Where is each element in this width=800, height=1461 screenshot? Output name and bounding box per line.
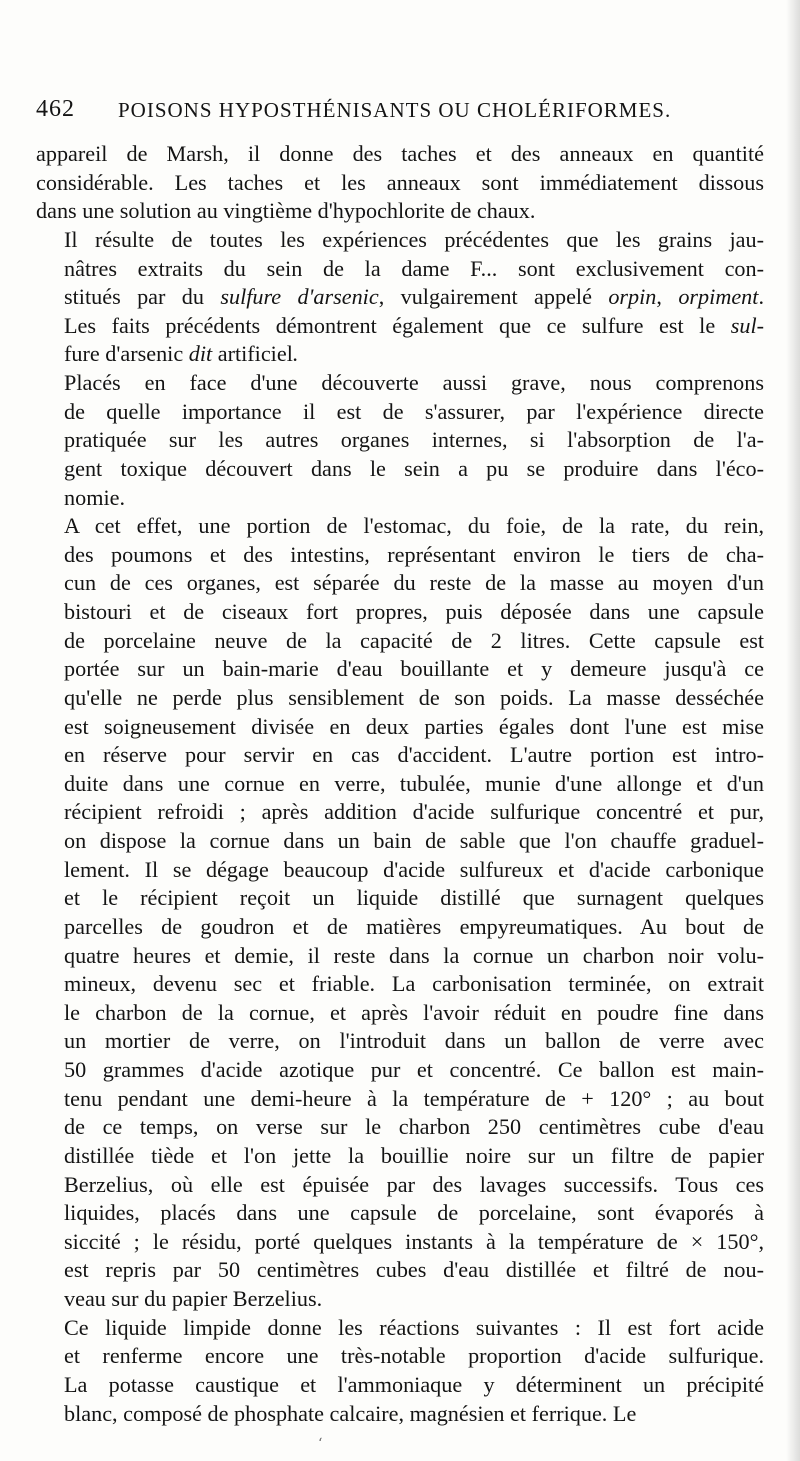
text-segment: qu'elle ne perde plus sensiblement de son poids. La masse desséchée	[64, 684, 764, 710]
text-line	[36, 398, 764, 427]
text-segment: est soigneusement divisée en deux parties égales dont l'une est mise	[64, 713, 764, 739]
text-line	[36, 1056, 764, 1085]
text-segment: en réserve pour servir en cas d'accident. L'autre portion est intro-	[64, 742, 764, 768]
text-segment: , vulgairement appelé	[378, 284, 609, 310]
text-segment: dans une solution au vingtième d'hypochlorite de chaux.	[36, 198, 536, 224]
text-segment: et renferme encore une très-notable proportion d'acide sulfurique.	[64, 1343, 764, 1369]
text-segment: Placés en face d'une découverte aussi grave, nous comprenons	[64, 370, 764, 395]
italic-term: dit	[183, 341, 218, 367]
text-segment: pratiquée sur les autres organes internes, si l'absorption de l'a-	[64, 427, 764, 453]
paragraph	[36, 369, 764, 512]
text-segment: distillée tiède et l'on jette la bouillie noire sur un filtre de papier	[64, 1142, 764, 1168]
text-line	[36, 942, 764, 971]
text-segment: est repris par 50 centimètres cubes d'eau distillée et filtré de nou-	[64, 1257, 764, 1283]
text-segment: un mortier de verre, on l'introduit dans un ballon de verre avec	[64, 1028, 764, 1054]
text-segment: appareil de Marsh, il donne des taches et des anneaux en quantité	[36, 141, 764, 166]
text-segment: La potasse caustique et l'ammoniaque y déterminent un précipité	[64, 1371, 764, 1397]
text-line	[36, 1256, 764, 1285]
text-line	[36, 1371, 764, 1400]
text-segment: mineux, devenu sec et friable. La carbonisation terminée, on extrait	[64, 971, 764, 997]
paragraph	[36, 140, 764, 226]
italic-term: orpiment	[678, 284, 759, 310]
text-line	[36, 741, 764, 770]
text-line	[36, 140, 764, 169]
running-head	[36, 96, 764, 126]
text-line	[36, 1085, 764, 1114]
italic-term: sulfure d'arsenic	[220, 284, 379, 310]
page-number: 462	[36, 96, 75, 122]
text-line	[36, 569, 764, 598]
text-line	[36, 484, 764, 513]
text-line	[36, 1400, 764, 1429]
text-line	[36, 970, 764, 999]
text-segment: Il résulte de toutes les expériences précédentes que les grains jau-	[64, 226, 764, 252]
text-segment: tenu pendant une demi-heure à la température de + 120° ; au bout	[64, 1085, 764, 1111]
text-line	[36, 1285, 764, 1314]
text-segment: duite dans une cornue en verre, tubulée, munie d'une allonge et d'un	[64, 770, 764, 796]
text-segment: .	[758, 284, 764, 310]
text-segment: bistouri et de ciseaux fort propres, puis déposée dans une capsule	[64, 599, 764, 624]
text-line	[36, 197, 764, 226]
text-segment: 50 grammes d'acide azotique pur et concentré. Ce ballon est main-	[64, 1057, 764, 1082]
italic-term: orpin	[608, 284, 657, 310]
text-segment: artificiel	[217, 341, 293, 367]
paragraph	[36, 226, 764, 369]
text-segment: Berzelius, où elle est épuisée par des lavages successifs. Tous ces	[64, 1171, 764, 1197]
text-line	[36, 455, 764, 484]
text-line	[36, 169, 764, 198]
text-segment: liquides, placés dans une capsule de porcelaine, sont évaporés à	[64, 1200, 764, 1226]
text-segment: stitués par du	[64, 284, 221, 310]
text-segment: Les faits précédents démontrent également que ce sulfure est le	[64, 312, 731, 338]
paragraph	[36, 512, 764, 1314]
text-line	[36, 512, 764, 541]
text-line	[36, 627, 764, 656]
text-segment: récipient refroidi ; après addition d'acide sulfurique concentré et pur,	[64, 799, 764, 825]
text-line	[36, 655, 764, 684]
text-segment: de ce temps, on verse sur le charbon 250 centimètres cube d'eau	[64, 1114, 764, 1140]
text-line	[36, 1027, 764, 1056]
text-line	[36, 827, 764, 856]
text-segment: de quelle importance il est de s'assurer, par l'expérience directe	[64, 398, 764, 424]
text-line	[36, 798, 764, 827]
text-line	[36, 884, 764, 913]
text-line	[36, 226, 764, 255]
text-segment: fure d'arsenic	[64, 341, 184, 367]
text-line	[36, 913, 764, 942]
text-line	[36, 1142, 764, 1171]
text-segment: nomie.	[64, 484, 126, 510]
text-line	[36, 283, 764, 312]
text-line	[36, 999, 764, 1028]
text-line	[36, 1171, 764, 1200]
italic-term: .	[292, 341, 299, 367]
text-segment: ,	[656, 284, 679, 310]
paragraph	[36, 1314, 764, 1429]
text-line	[36, 1199, 764, 1228]
text-segment: quatre heures et demie, il reste dans la cornue un charbon noir volu-	[64, 942, 764, 968]
text-line	[36, 684, 764, 713]
text-segment: portée sur un bain-marie d'eau bouillante et y demeure jusqu'à ce	[64, 656, 764, 682]
running-title: POISONS HYPOSTHÉNISANTS OU CHOLÉRIFORMES.	[118, 98, 672, 122]
text-segment: de porcelaine neuve de la capacité de 2 litres. Cette capsule est	[64, 627, 764, 653]
text-line	[36, 713, 764, 742]
text-segment: lement. Il se dégage beaucoup d'acide sulfureux et d'acide carbonique	[64, 856, 764, 882]
text-line	[36, 312, 764, 341]
text-segment: et le récipient reçoit un liquide distillé que surnagent quelques	[64, 885, 764, 911]
text-segment: nâtres extraits du sein de la dame F... sont exclusivement con-	[64, 255, 764, 281]
text-segment: parcelles de goudron et de matières empyreumatiques. Au bout de	[64, 913, 764, 939]
text-segment: Ce liquide limpide donne les réactions suivantes : Il est fort acide	[64, 1314, 764, 1340]
text-segment: le charbon de la cornue, et après l'avoir réduit en poudre fine dans	[64, 999, 764, 1025]
text-line	[36, 340, 764, 369]
text-line	[36, 541, 764, 570]
text-segment: siccité ; le résidu, porté quelques instants à la température de × 150°,	[64, 1228, 764, 1254]
text-line	[36, 598, 764, 627]
italic-term: sul-	[730, 312, 764, 338]
text-line	[36, 1314, 764, 1343]
text-segment: blanc, composé de phosphate calcaire, magnésien et ferrique. Le	[64, 1400, 637, 1426]
body-text	[36, 140, 764, 1428]
text-line	[36, 1342, 764, 1371]
text-segment: veau sur du papier Berzelius.	[64, 1286, 323, 1311]
text-segment: cun de ces organes, est séparée du reste de la masse au moyen d'un	[64, 570, 764, 596]
text-line	[36, 369, 764, 398]
text-line	[36, 426, 764, 455]
text-line	[36, 255, 764, 284]
text-line	[36, 1228, 764, 1257]
text-segment: des poumons et des intestins, représentant environ le tiers de cha-	[64, 541, 764, 567]
text-segment: A cet effet, une portion de l'estomac, du foie, de la rate, du rein,	[64, 513, 764, 539]
text-segment: on dispose la cornue dans un bain de sable que l'on chauffe graduel-	[64, 828, 764, 853]
ink-speck: ʻ	[318, 1436, 323, 1452]
text-line	[36, 770, 764, 799]
text-line	[36, 1113, 764, 1142]
text-segment: considérable. Les taches et les anneaux sont immédiatement dissous	[36, 169, 764, 195]
text-segment: gent toxique découvert dans le sein a pu se produire dans l'éco-	[64, 455, 764, 481]
text-line	[36, 856, 764, 885]
